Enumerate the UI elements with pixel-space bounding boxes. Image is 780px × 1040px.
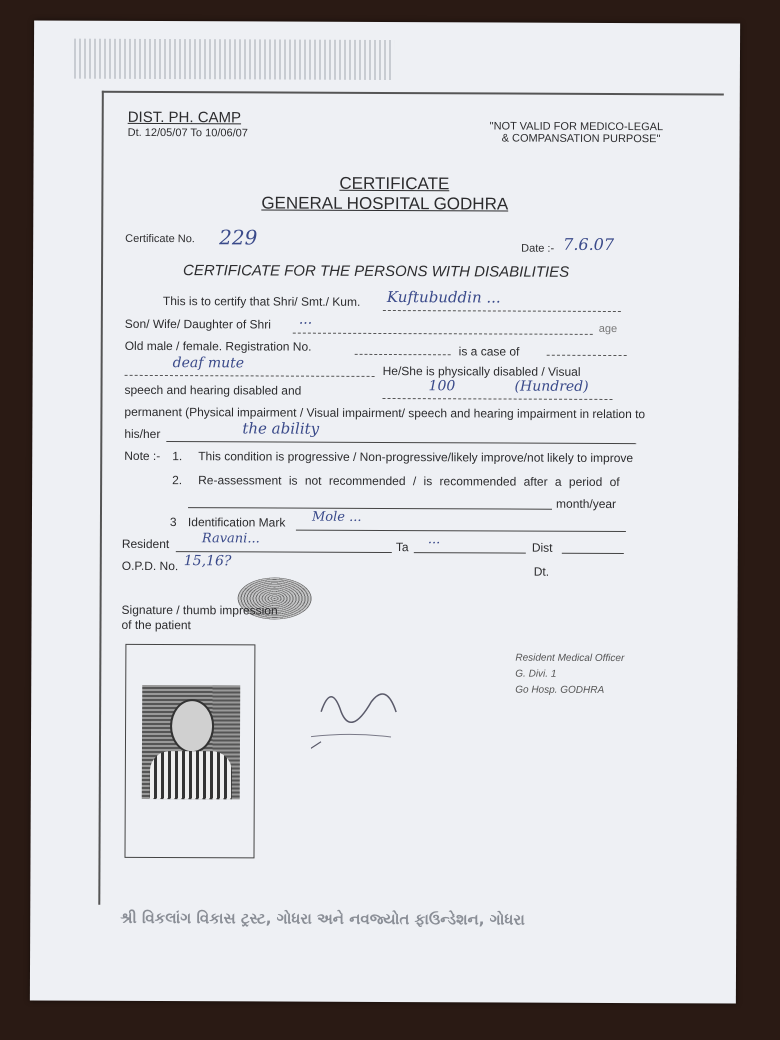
note-2-number: 2. (172, 473, 183, 488)
notice-line-2: & COMPANSATION PURPOSE" (501, 132, 661, 146)
speech-hearing-text: speech and hearing disabled and (124, 382, 302, 398)
notice-line-1: "NOT VALID FOR MEDICO-LEGAL (489, 120, 664, 134)
certificate-title: CERTIFICATE (339, 173, 450, 194)
resident-label: Resident (121, 536, 170, 552)
ability-value: the ability (242, 419, 320, 438)
certify-text: This is to certify that Shri/ Smt./ Kum. (162, 294, 361, 309)
condition-value: deaf mute (172, 355, 245, 372)
trust-footer: શ્રી વિકલાંગ વિકાસ ટ્રસ્ટ, ગોધરા અને નવજ્યોત ફાઉન્ડેશન, ગોધરા (120, 908, 525, 929)
officer-hospital: Go Hosp. GODHRA (515, 684, 605, 696)
percentage-words: (Hundred) (514, 378, 589, 395)
officer-signature-scribble (311, 662, 492, 793)
officer-division: G. Divi. 1 (515, 668, 557, 680)
patient-photo (142, 685, 240, 799)
opd-value: 15,16? (183, 553, 232, 570)
age-label: age (598, 322, 618, 336)
signature-label: Signature / thumb impression (121, 602, 278, 618)
impairment-text: permanent (Physical impairment / Visual impairment/ speech and hearing impairment in relation to (124, 404, 646, 422)
resident-value: Ravani... (201, 531, 260, 547)
signature-label-2: of the patient (121, 617, 191, 633)
date-label: Date :- (521, 242, 555, 255)
month-year-label: month/year (556, 496, 617, 512)
physically-disabled-text: He/She is physically disabled / Visual (382, 363, 581, 379)
note-1-text: This condition is progressive / Non-progressive/likely improve/not likely to improve (198, 449, 634, 466)
patient-name: Kuftubuddin ... (386, 288, 501, 307)
photo-frame (124, 644, 255, 859)
opd-label: O.P.D. No. (121, 558, 179, 574)
cert-no-label: Certificate No. (125, 232, 195, 246)
taluka-label: Ta (395, 540, 409, 555)
note-label: Note :- (124, 448, 161, 464)
officer-title: Resident Medical Officer (515, 652, 625, 665)
photo-shirt (150, 751, 232, 799)
percentage-number: 100 (428, 378, 456, 395)
registration-label: Old male / female. Registration No. (124, 338, 312, 354)
scan-noise (74, 39, 394, 80)
date-value: 7.6.07 (563, 234, 615, 254)
parent-label: Son/ Wife/ Daughter of Shri (124, 316, 271, 332)
district-label: Dist (531, 540, 553, 555)
certificate-page (30, 20, 740, 1003)
identification-value: Mole ... (311, 509, 362, 525)
opd-date-label: Dt. (533, 564, 550, 579)
note-2-text: Re-assessment is not recommended / is recommended after a period of (198, 473, 620, 490)
identification-label: Identification Mark (187, 515, 286, 530)
photo-face (170, 699, 214, 753)
camp-dates: Dt. 12/05/07 To 10/06/07 (127, 126, 248, 140)
hospital-name: GENERAL HOSPITAL GODHRA (261, 193, 509, 214)
note-1-number: 1. (172, 449, 183, 464)
cert-no-value: 229 (219, 225, 258, 250)
camp-name: DIST. PH. CAMP (127, 108, 242, 127)
note-3-number: 3 (169, 515, 177, 530)
parent-name: ... (298, 311, 313, 328)
case-of-label: is a case of (458, 344, 520, 359)
his-her-label: his/her (124, 426, 161, 442)
certificate-subtitle: CERTIFICATE FOR THE PERSONS WITH DISABILITIES (183, 262, 570, 281)
taluka-value: ... (427, 532, 441, 548)
